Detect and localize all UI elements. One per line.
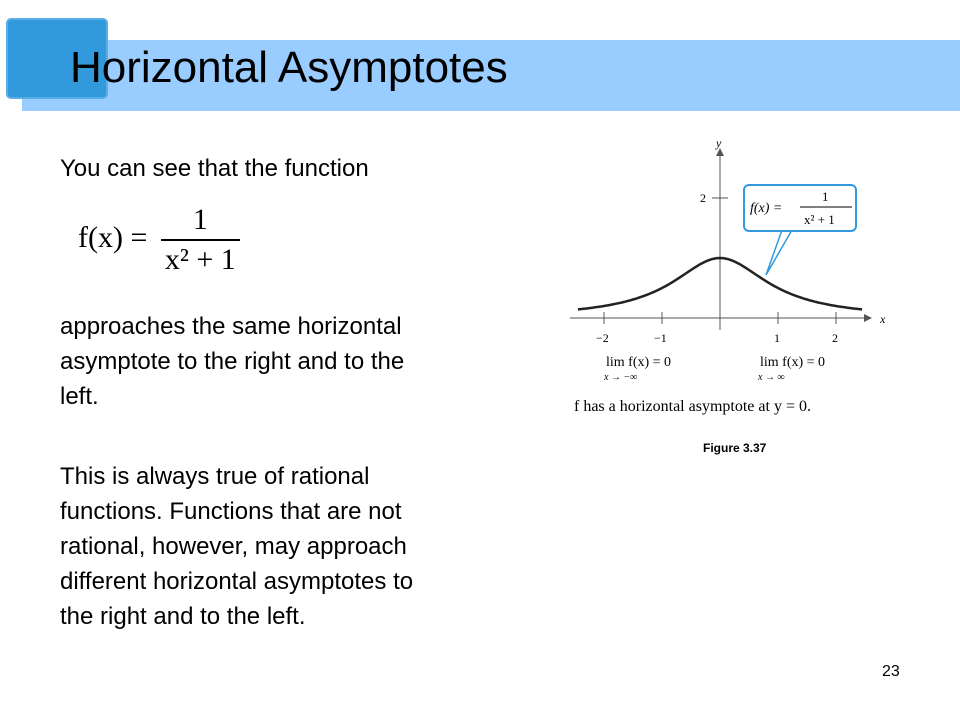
y-tick-label: 2 [700, 191, 706, 205]
callout-numerator: 1 [822, 189, 829, 204]
y-axis-label: y [716, 136, 722, 150]
paragraph-2-line: the right and to the left. [60, 603, 306, 630]
x-tick-label: 2 [832, 331, 838, 345]
page-number: 23 [882, 663, 900, 680]
paragraph-2 [60, 459, 413, 634]
equation-numerator: 1 [192, 203, 208, 236]
limit-right-sub: x → ∞ [758, 372, 785, 383]
paragraph-2-line: different horizontal asymptotes to [60, 568, 414, 595]
paragraph-2-line: This is always true of rational [60, 463, 370, 490]
figure-caption: Figure 3.37 [703, 441, 767, 455]
equation-fraction [161, 203, 240, 277]
limit-right: lim f(x) = 0 [760, 355, 826, 370]
asymptote-figure [560, 130, 900, 430]
asymptote-statement: f has a horizontal asymptote at y = 0. [574, 398, 811, 415]
equation-lhs: f(x) = [78, 220, 155, 254]
paragraph-1-line: asymptote to the right and to the [60, 348, 405, 375]
callout-lhs: f(x) = [750, 201, 783, 216]
paragraph-1-line: approaches the same horizontal [60, 313, 402, 340]
x-tick-label: −1 [654, 331, 667, 345]
x-tick-label: −2 [596, 331, 609, 345]
x-tick-label: 1 [774, 331, 780, 345]
callout-denominator: x² + 1 [804, 212, 835, 227]
slide-title: Horizontal Asymptotes [70, 43, 508, 92]
x-axis-label: x [880, 312, 886, 326]
limit-left: lim f(x) = 0 [606, 355, 672, 370]
paragraph-1-line: left. [60, 383, 99, 410]
callout-pointer [766, 230, 792, 275]
paragraph-2-line: rational, however, may approach [60, 533, 407, 560]
function-equation [78, 203, 240, 277]
paragraph-1 [60, 309, 404, 414]
limit-left-sub: x → −∞ [604, 372, 638, 383]
equation-denominator: x² + 1 [161, 239, 240, 277]
paragraph-2-line: functions. Functions that are not [60, 498, 402, 525]
intro-text: You can see that the function [60, 155, 369, 182]
